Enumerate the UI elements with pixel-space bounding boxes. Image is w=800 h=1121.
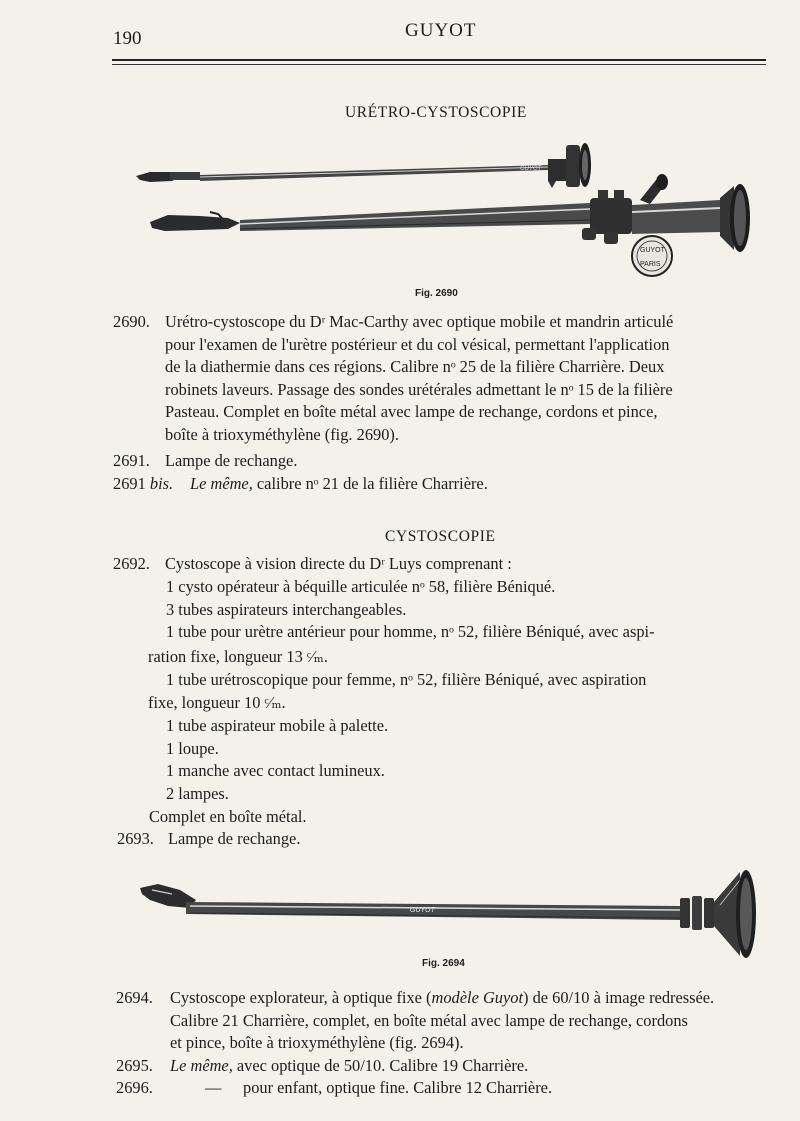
entry-line: Pasteau. Complet en boîte métal avec lampe de rechange, cordons et pince,	[165, 402, 658, 422]
entry-number: 2692.	[113, 554, 150, 573]
entry-number: 2694.	[116, 988, 153, 1007]
entry-number: 2695.	[116, 1056, 153, 1075]
entry-item-continuation: fixe, longueur 10 ᶜ⁄ₘ.	[148, 693, 286, 712]
cystoscope-explorateur-instrument	[140, 870, 756, 958]
running-head: GUYOT	[405, 20, 477, 41]
entry-number: 2696.	[116, 1078, 153, 1097]
sheath-engraving: GUYOT	[410, 907, 435, 914]
entry-item: 1 manche avec contact lumineux.	[166, 761, 385, 781]
entry-item: 1 tube urétroscopique pour femme, nᵒ 52, filière Béniqué, avec aspiration	[166, 670, 647, 689]
entry-intro: Cystoscope à vision directe du Dʳ Luys comprenant :	[165, 554, 512, 573]
entry-text: calibre nᵒ 21 de la filière Charrière.	[252, 474, 488, 493]
figure-caption-2694: Fig. 2694	[422, 958, 465, 969]
entry-line: Urétro-cystoscope du Dʳ Mac-Carthy avec optique mobile et mandrin articulé	[165, 312, 674, 331]
entry-line: et pince, boîte à trioxyméthylène (fig. 2694).	[170, 1033, 464, 1053]
entry-line: boîte à trioxyméthylène (fig. 2690).	[165, 424, 399, 444]
entry-item: 3 tubes aspirateurs interchangeables.	[166, 599, 407, 619]
figure-2694-illustration	[0, 860, 800, 980]
entry-text: ) de 60/10 à image redressée.	[523, 988, 715, 1007]
mandrin-instrument	[136, 143, 591, 188]
entry-line: Calibre 21 Charrière, complet, en boîte métal avec lampe de rechange, cordons	[170, 1010, 688, 1030]
entry-number: 2691.	[113, 451, 150, 470]
entry-italic-model: modèle Guyot	[431, 988, 524, 1007]
entry-text: Cystoscope explorateur, à optique fixe (	[170, 988, 432, 1007]
entry-text: pour enfant, optique fine. Calibre 12 Charrière.	[243, 1078, 553, 1097]
entry-item: 1 cysto opérateur à béquille articulée nᵒ 58, filière Béniqué.	[166, 577, 556, 596]
entry-closing: Complet en boîte métal.	[149, 807, 307, 826]
entry-line: de la diathermie dans ces régions. Calibre nᵒ 25 de la filière Charrière. Deux	[165, 357, 665, 377]
entry-italic-lead: Le même,	[190, 474, 253, 493]
section-title-uretro-cystoscopie: URÉTRO-CYSTOSCOPIE	[345, 104, 527, 121]
figure-caption-2690: Fig. 2690	[415, 288, 458, 299]
entry-item: 1 tube pour urètre antérieur pour homme, nᵒ 52, filière Béniqué, avec aspi-	[166, 622, 655, 642]
badge-engraving-top: GUYOT	[640, 247, 665, 254]
entry-line: robinets laveurs. Passage des sondes urétérales admettant le nᵒ 15 de la filière	[165, 379, 673, 399]
section-title-cystoscopie: CYSTOSCOPIE	[385, 528, 496, 545]
entry-dash: —	[205, 1078, 222, 1097]
entry-italic-lead: Le même,	[170, 1056, 233, 1075]
entry-number: 2690.	[113, 312, 150, 331]
entry-number: 2691	[113, 474, 146, 493]
mandrin-engraving: GUYOT	[520, 166, 542, 172]
entry-text: avec optique de 50/10. Calibre 19 Charrière.	[232, 1056, 529, 1075]
entry-item: 1 loupe.	[166, 738, 219, 758]
entry-number-suffix: bis.	[149, 474, 174, 493]
entry-item: 2 lampes.	[166, 783, 229, 803]
page-number: 190	[113, 28, 142, 49]
entry-item-continuation: ration fixe, longueur 13 ᶜ⁄ₘ.	[148, 647, 328, 666]
entry-text: Lampe de rechange.	[168, 829, 301, 848]
entry-line: pour l'examen de l'urètre postérieur et du col vésical, permettant l'application	[165, 334, 670, 354]
entry-line: Lampe de rechange.	[165, 451, 298, 470]
badge-engraving-bottom: PARIS	[640, 261, 661, 268]
entry-number: 2693.	[117, 829, 154, 848]
entry-item: 1 tube aspirateur mobile à palette.	[166, 716, 389, 735]
cystoscope-sheath-instrument	[150, 174, 750, 276]
figure-2690-illustration	[0, 0, 800, 300]
